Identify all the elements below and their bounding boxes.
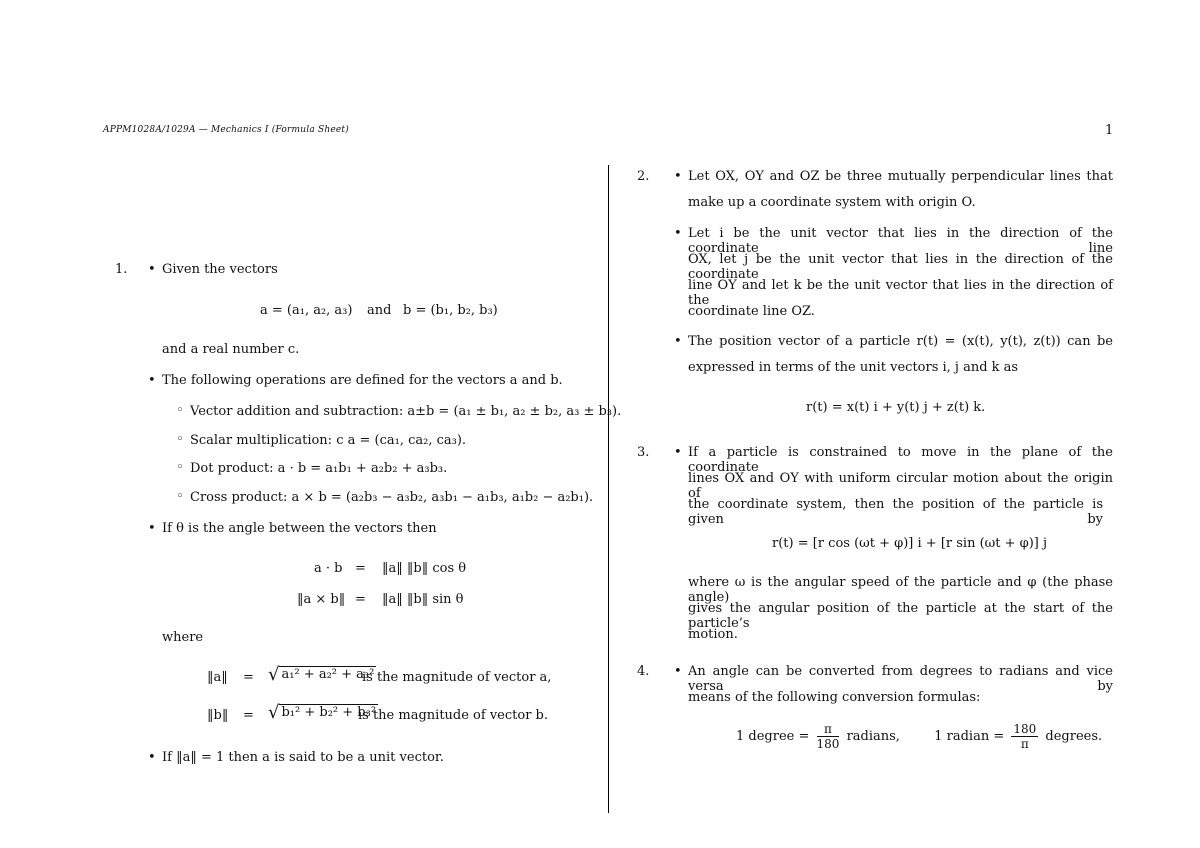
sqrt-b: √ b₁² + b₂² + b₃² [268,702,377,723]
eq-cross-equals: = [355,592,366,607]
where-text: where [162,630,204,645]
degree-rhs: radians, [846,729,900,744]
mag-a-lhs: ‖a‖ [207,670,228,685]
frac-pi-num: π [817,722,840,737]
item3-line4: where ω is the angular speed of the particle and φ (the phase angle) [688,575,1113,605]
item-number-4: 4. [637,664,650,679]
item3-line2: lines OX and OY with uniform circular motion about the origin of [688,471,1113,501]
item-number-3: 3. [637,445,650,460]
item4-line1: • An angle can be converted from degrees to radians and vice versa by [688,664,1113,694]
mag-b-lhs: ‖b‖ [207,708,229,723]
frac-180-num: 180 [1013,722,1037,736]
item3-line5: gives the angular position of the particle at the start of the particle’s [688,601,1113,631]
item2-bullet1-line1: • Let OX, OY and OZ be three mutually perpendicular lines that [688,169,1113,184]
pi-over-180 [817,722,840,751]
conversion-formulas [736,722,1102,751]
vector-b-definition: b = (b₁, b₂, b₃) [403,303,498,318]
180-over-pi [1011,722,1038,751]
op-addition: ◦ Vector addition and subtraction: a±b = (a₁ ± b₁, a₂ ± b₂, a₃ ± b₃). [190,404,621,419]
running-header: APPM1028A/1029A — Mechanics I (Formula Sheet) [103,125,349,135]
vector-a-definition: a = (a₁, a₂, a₃) [260,303,353,318]
mag-a-text: is the magnitude of vector a, [362,670,552,685]
mag-b-equals: = [243,708,254,723]
circular-motion-equation: r(t) = [r cos (ωt + φ)] i + [r sin (ωt + φ)] j [772,536,1048,551]
position-vector-equation: r(t) = x(t) i + y(t) j + z(t) k. [806,400,986,415]
item4-line2: means of the following conversion formulas: [688,690,981,705]
radian-lhs: 1 radian = [934,729,1005,744]
item2-bullet1-line2: make up a coordinate system with origin O. [688,195,976,210]
item2-bullet2-line2: OX, let j be the unit vector that lies in the direction of the coordinate [688,252,1113,282]
real-number-text: and a real number c. [162,342,300,357]
frac-180-den: π [1020,737,1029,751]
column-divider [608,165,609,813]
and-word: and [367,303,392,318]
degree-lhs: 1 degree = [736,729,810,744]
item2-bullet2-line4: coordinate line OZ. [688,304,815,319]
eq-cross-rhs: ‖a‖ ‖b‖ sin θ [382,592,464,607]
angle-intro: • If θ is the angle between the vectors then [162,521,437,536]
frac-pi-den: 180 [816,737,840,751]
page-number: 1 [1105,123,1114,138]
eq-dot-rhs: ‖a‖ ‖b‖ cos θ [382,561,467,576]
item2-bullet2-line3: line OY and let k be the unit vector that lies in the direction of the [688,278,1113,308]
mag-b-text: is the magnitude of vector b. [358,708,548,723]
op-dot: ◦ Dot product: a · b = a₁b₁ + a₂b₂ + a₃b₃. [190,461,447,476]
item2-bullet2-line1: • Let i be the unit vector that lies in the direction of the coordinate line [688,226,1113,256]
item2-bullet3-line2: expressed in terms of the unit vectors i, j and k as [688,360,1019,375]
unit-vector-text: • If ‖a‖ = 1 then a is said to be a unit vector. [162,750,444,765]
mag-b-radicand: b₁² + b₂² + b₃² [281,705,377,720]
item3-line6: motion. [688,627,738,642]
eq-dot-lhs: a · b [314,561,343,576]
item-number-1: 1. [115,262,128,277]
eq-dot-equals: = [355,561,366,576]
op-cross: ◦ Cross product: a × b = (a₂b₃ − a₃b₂, a₃b₁ − a₁b₃, a₁b₂ − a₂b₁). [190,490,593,505]
op-scalar: ◦ Scalar multiplication: c a = (ca₁, ca₂, ca₃). [190,433,466,448]
mag-a-equals: = [243,670,254,685]
item3-line3: the coordinate system, then the position of the particle is given by [688,497,1103,527]
given-vectors-text: • Given the vectors [162,262,278,277]
sqrt-a: √ a₁² + a₂² + a₃² [268,664,375,685]
radian-rhs: degrees. [1045,729,1103,744]
item3-line1: • If a particle is constrained to move in the plane of the coordinate [688,445,1113,475]
item2-bullet3-line1: • The position vector of a particle r(t) = (x(t), y(t), z(t)) can be [688,334,1113,349]
mag-a-radicand: a₁² + a₂² + a₃² [281,667,375,682]
item-number-2: 2. [637,169,650,184]
operations-intro: • The following operations are defined for the vectors a and b. [162,373,563,388]
eq-cross-lhs: ‖a × b‖ [297,592,346,607]
